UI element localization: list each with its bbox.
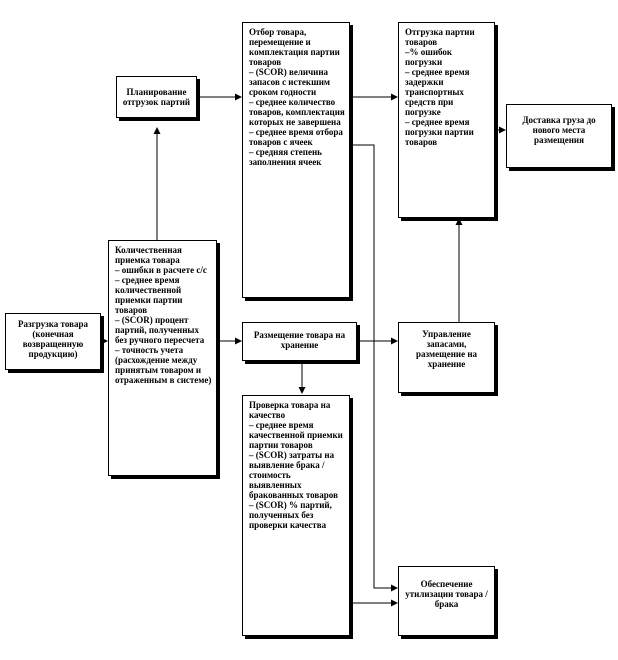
box-storage-management xyxy=(398,322,495,393)
arrow-picking-to-disposal xyxy=(350,145,397,588)
box-placement-text: Размещение товара на хранение xyxy=(253,330,346,350)
box-unloading-text: Разгрузка товара (конечная возвращенную продукцию) xyxy=(18,319,88,359)
box-shipment-planning-text: Планирование отгрузок партий xyxy=(122,87,191,107)
box-delivery xyxy=(506,104,612,168)
box-quantitative-acceptance xyxy=(108,240,217,476)
box-shipment-planning xyxy=(116,76,197,118)
box-shipment xyxy=(398,22,495,218)
box-quantitative-acceptance-title: Количественная приемка товара xyxy=(115,245,182,265)
box-placement xyxy=(242,322,357,361)
box-disposal-text: Обеспечение утилизации товара / брака xyxy=(405,579,488,609)
shipment-metric-1: –% ошибок погрузки xyxy=(405,47,453,67)
box-disposal xyxy=(398,566,495,636)
box-unloading xyxy=(5,313,101,370)
picking-metric-3: – среднее время отбора товаров с ячеек xyxy=(249,127,343,147)
box-picking xyxy=(242,22,350,298)
quality-metric-1: – среднее время качественной приемки партии товаров xyxy=(249,420,343,450)
acceptance-metric-2: – среднее время количественной приемки партии товаров xyxy=(115,275,183,315)
box-quality-check xyxy=(242,395,350,636)
box-delivery-text: Доставка груза до нового места размещения xyxy=(522,115,596,145)
box-picking-title: Отбор товара, перемещение и комплектация партии товаров xyxy=(249,27,340,67)
shipment-metric-3: – среднее время погрузки партии товаров xyxy=(405,117,474,147)
picking-metric-2: – среднее количество товаров, комплектация которых не завершена xyxy=(249,97,345,127)
acceptance-metric-1: – ошибки в расчете с/с xyxy=(115,265,207,275)
picking-metric-1: – (SCOR) величина запасов с истекшим сроком годности xyxy=(249,67,331,97)
quality-metric-3: – (SCOR) % партий, полученных без проверки качества xyxy=(249,500,332,530)
box-shipment-title: Отгрузка партии товаров xyxy=(405,27,475,47)
acceptance-metric-3: – (SCOR) процент партий, полученных без ручного пересчета xyxy=(115,315,205,345)
picking-metric-4: – средняя степень заполнения ячеек xyxy=(249,147,322,167)
box-storage-management-text: Управление запасами, размещение на хранение xyxy=(415,329,477,369)
quality-metric-2: – (SCOR) затраты на выявление брака / стоимость выявленных бракованных товаров xyxy=(249,450,338,500)
acceptance-metric-4: – точность учета (расхождение между принятым товаром и отраженным в системе) xyxy=(115,345,212,385)
box-quality-check-title: Проверка товара на качество xyxy=(249,400,331,420)
shipment-metric-2: – среднее время задержки транспортных средств при погрузке xyxy=(405,67,470,117)
